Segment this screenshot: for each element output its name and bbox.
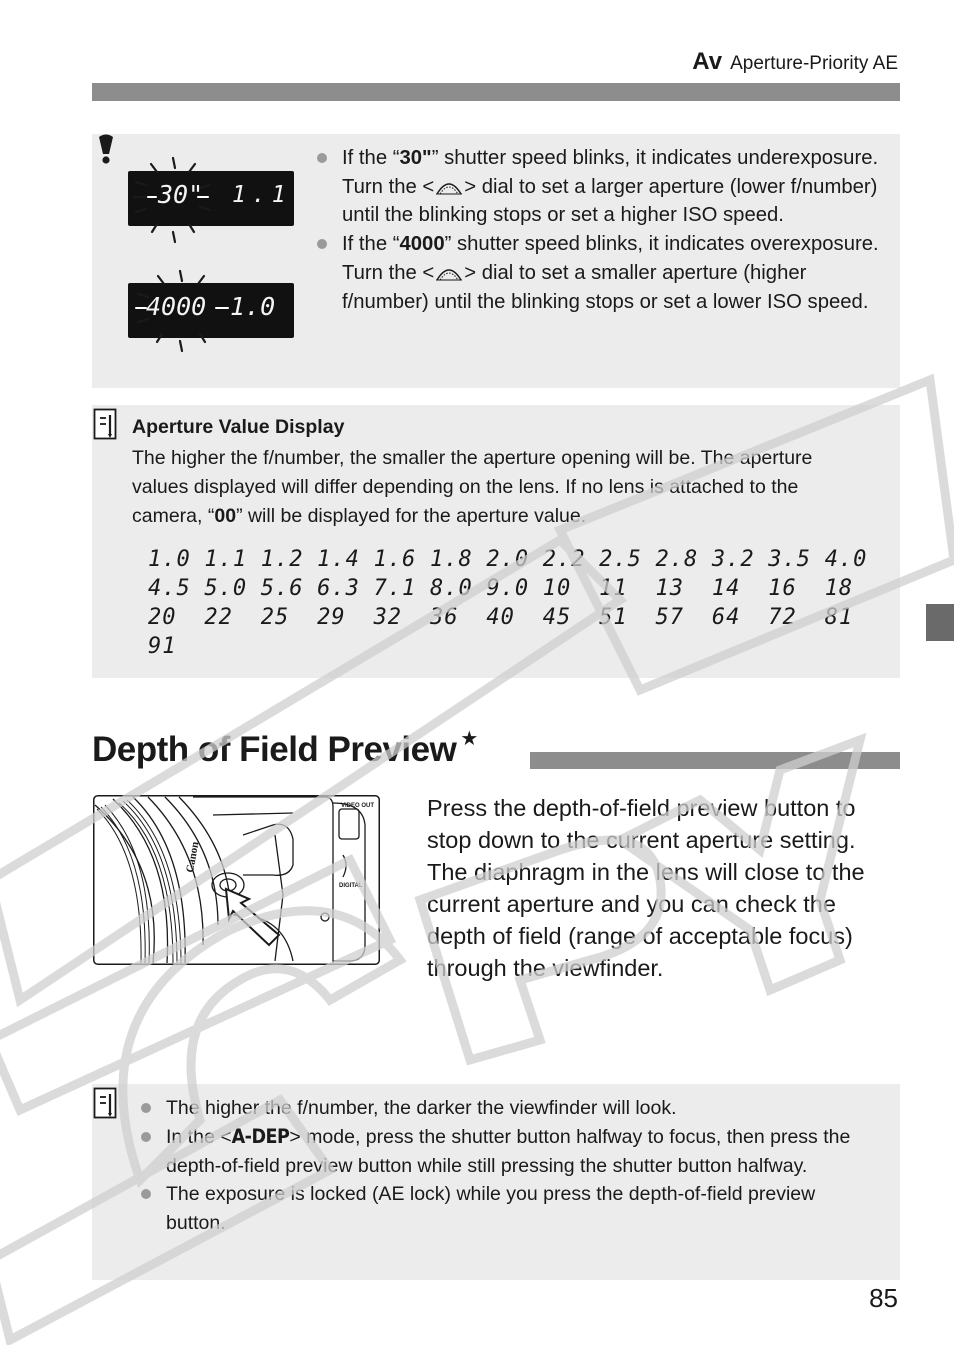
list-item: If the “30"” shutter speed blinks, it indicates underexposure. Turn the < > dial to set a larger aperture (lower f/number) until the blinking stops or set a higher ISO speed.: [314, 144, 884, 230]
list-item: In the <A-DEP> mode, press the shutter button halfway to focus, then press the depth-of-field preview button while still pressing the shutter button halfway.: [138, 1123, 878, 1181]
aperture-value: 8.0: [429, 576, 473, 601]
aperture-value: 36: [429, 605, 459, 630]
aperture-value: 64: [711, 605, 741, 630]
aperture-value: 1.8: [429, 547, 473, 572]
shutter-value: 4000: [399, 233, 445, 256]
aperture-value: 4.0: [824, 547, 868, 572]
aperture-value: 5.0: [204, 576, 248, 601]
aperture-value: 5.6: [260, 576, 304, 601]
aperture-value: 57: [655, 605, 685, 630]
aperture-value: 51: [599, 605, 628, 630]
aperture-value: 7.1: [373, 576, 417, 601]
aperture-value: 14: [711, 576, 741, 601]
lcd-shutter-4000: 4000: [146, 292, 207, 321]
aperture-value: 22: [204, 605, 233, 630]
exclamation-icon: [93, 133, 119, 165]
memo-icon: [93, 1087, 117, 1119]
section-title: Depth of Field Preview ★: [92, 728, 478, 769]
aperture-value: 91: [148, 634, 177, 659]
aperture-value: 10: [542, 576, 572, 601]
digital-label: DIGITAL: [339, 883, 363, 889]
lcd-aperture-high: 1.0: [230, 292, 276, 321]
memo-icon: [93, 408, 117, 440]
aperture-value: 11: [599, 576, 628, 601]
shutter-value: 30": [399, 147, 432, 169]
list-item: The exposure is locked (AE lock) while you press the depth-of-field preview button.: [138, 1180, 878, 1238]
aperture-value: 16: [768, 576, 797, 601]
aperture-value: 2.0: [486, 547, 530, 572]
main-dial-icon: [434, 177, 464, 195]
aperture-value: 1.0: [148, 547, 191, 572]
video-out-label: VIDEO OUT: [341, 803, 375, 809]
aperture-value: 3.2: [711, 547, 755, 572]
aperture-value: 2.8: [655, 547, 699, 572]
aperture-value: 4.5: [148, 576, 191, 601]
aperture-value: 18: [824, 576, 854, 601]
adep-mode-label: A-DEP: [231, 1124, 290, 1148]
page-header: [692, 48, 898, 76]
aperture-value: 13: [655, 576, 685, 601]
aperture-value: 32: [373, 605, 403, 630]
aperture-value: 81: [824, 605, 854, 630]
aperture-values-grid: [148, 545, 878, 661]
aperture-display-title: Aperture Value Display: [132, 416, 345, 438]
aperture-value: 2.5: [599, 547, 642, 572]
aperture-value: 1.2: [260, 547, 304, 572]
camera-dof-button-illustration: [93, 795, 380, 965]
star-icon: ★: [460, 728, 478, 750]
aperture-value: 20: [148, 605, 177, 630]
aperture-value: 40: [486, 605, 515, 630]
brand-label: Canon: [184, 840, 202, 874]
dof-description: Press the depth-of-field preview button to stop down to the current aperture setting. The diaphragm in the lens will close to the current aperture and you can check the depth of field (range of acceptable focus) through the viewfinder.: [427, 795, 865, 981]
section-bar: [530, 752, 900, 769]
aperture-value: 1.1: [204, 547, 248, 572]
aperture-value: 1.6: [373, 547, 417, 572]
lcd-shutter-30: 30": [158, 180, 204, 209]
aperture-value: 2.2: [542, 547, 586, 572]
list-item: The higher the f/number, the darker the viewfinder will look.: [138, 1094, 878, 1123]
mode-symbol: Av: [692, 48, 723, 75]
caution-list: [314, 144, 884, 316]
page-number: 85: [869, 1283, 898, 1313]
list-item: If the “4000” shutter speed blinks, it indicates overexposure. Turn the < > dial to set a smaller aperture (higher f/number) until the blinking stops or set a lower ISO speed.: [314, 230, 884, 316]
aperture-value: 9.0: [486, 576, 530, 601]
notes-list: [138, 1094, 878, 1238]
aperture-value: 6.3: [317, 576, 360, 601]
mode-name: Aperture-Priority AE: [730, 53, 898, 74]
aperture-value: 1.4: [317, 547, 360, 572]
header-bar: [92, 83, 900, 101]
aperture-value: 45: [542, 605, 572, 630]
aperture-value: 25: [260, 605, 290, 630]
chapter-tab: [926, 604, 954, 641]
aperture-value: 72: [768, 605, 797, 630]
lcd-aperture-low: 1.1: [232, 182, 292, 208]
aperture-display-text: The higher the f/number, the smaller the aperture opening will be. The aperture values displayed will differ depending on the lens. If no lens is attached to the camera, “00” will be displayed for the aperture value.: [132, 447, 813, 527]
main-dial-icon: [434, 263, 464, 281]
aperture-value: 29: [317, 605, 346, 630]
aperture-value: 3.5: [768, 547, 812, 572]
